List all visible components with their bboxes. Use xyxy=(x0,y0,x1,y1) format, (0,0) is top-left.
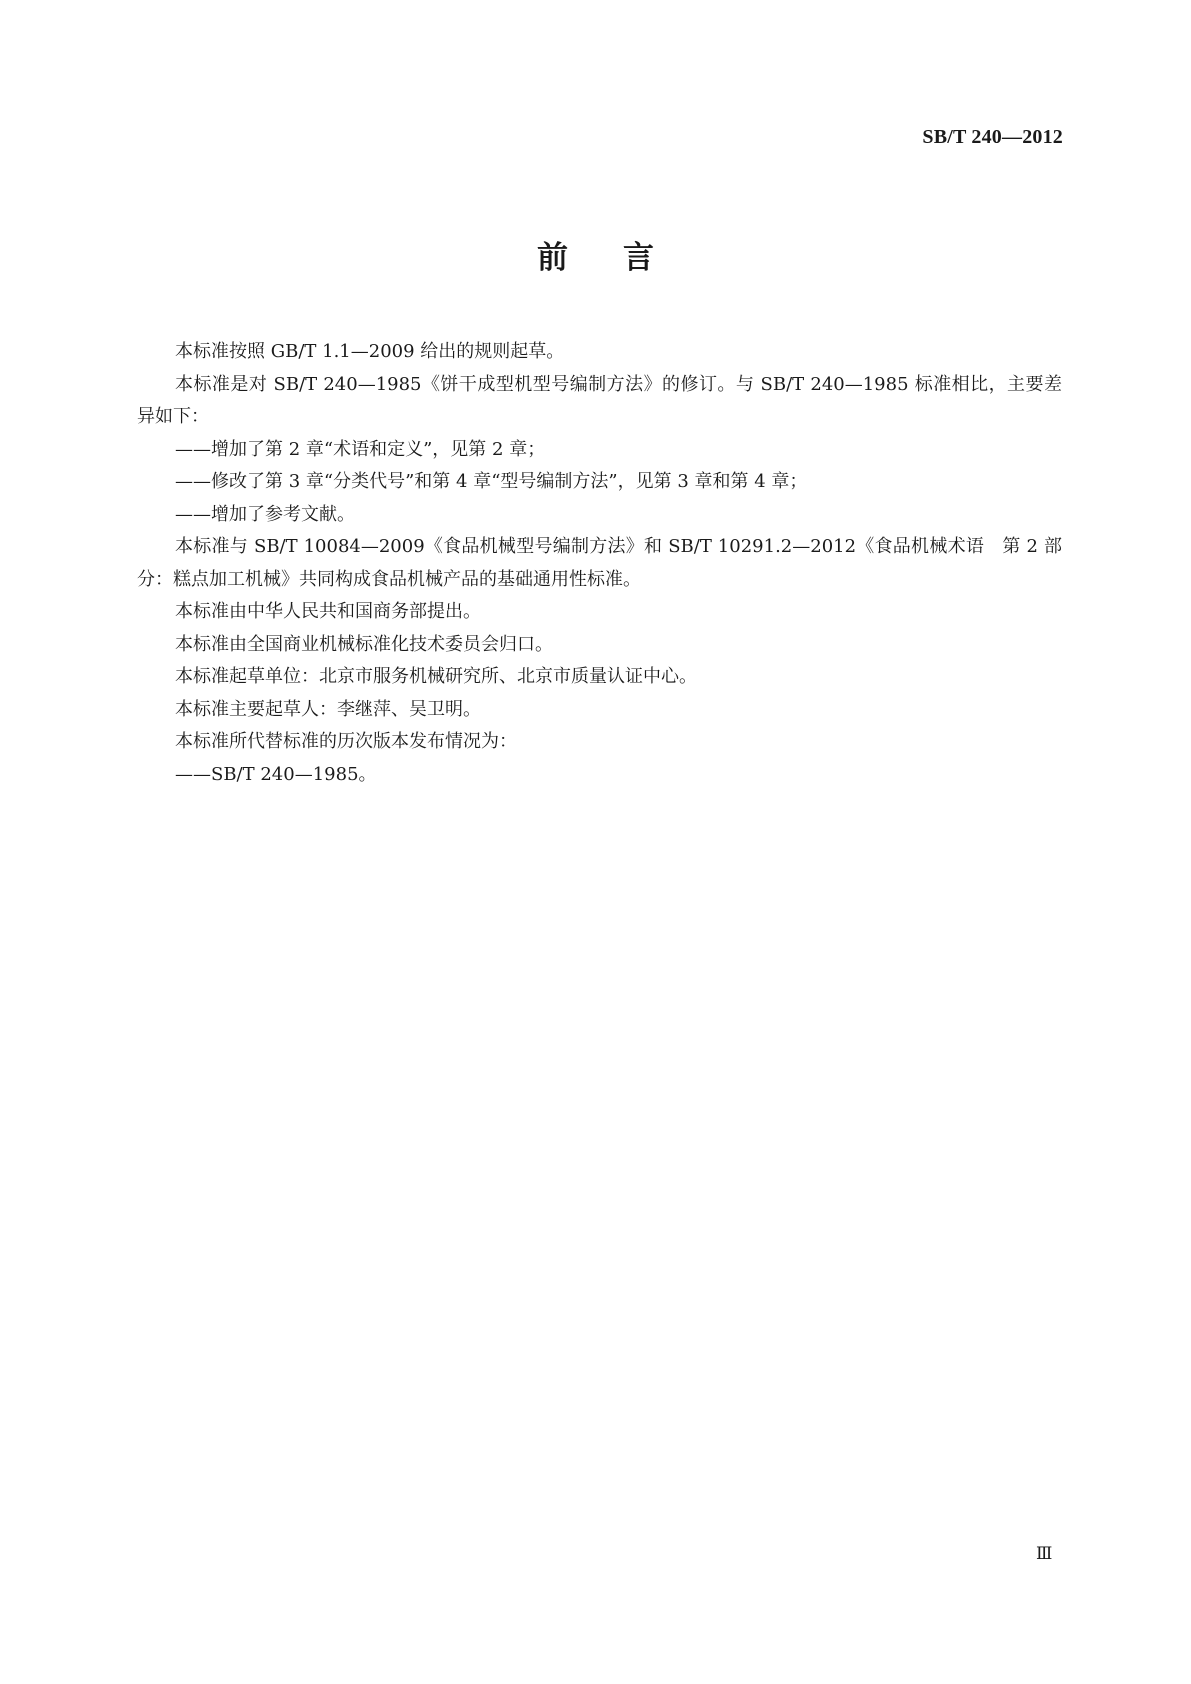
list-item-change-2: ——修改了第 3 章“分类代号”和第 4 章“型号编制方法”，见第 3 章和第 4 章； xyxy=(175,471,808,492)
list-item-previous-version: ——SB/T 240—1985。 xyxy=(175,763,377,785)
paragraph-drafting-units: 本标准起草单位：北京市服务机械研究所、北京市质量认证中心。 xyxy=(175,666,697,687)
list-item-change-1: ——增加了第 2 章“术语和定义”，见第 2 章； xyxy=(175,438,546,460)
document-body xyxy=(137,336,1062,791)
page-title: 前言 xyxy=(537,240,709,276)
page-number: Ⅲ xyxy=(1036,1544,1053,1563)
paragraph-proposer: 本标准由中华人民共和国商务部提出。 xyxy=(175,601,481,622)
paragraph-related-standards: 本标准与 SB/T 10084—2009《食品机械型号编制方法》和 SB/T 10291.2—2012《食品机械术语 第 2 部分：糕点加工机械》共同构成食品机械产品的基础通用性标准。 xyxy=(137,536,1062,590)
standard-code-header: SB/T 240—2012 xyxy=(922,126,1063,148)
paragraph-revision-note: 本标准是对 SB/T 240—1985《饼干成型机型号编制方法》的修订。与 SB/T 240—1985 标准相比，主要差异如下： xyxy=(137,373,1062,427)
paragraph-centralized-by: 本标准由全国商业机械标准化技术委员会归口。 xyxy=(175,633,553,655)
paragraph-drafting-rules: 本标准按照 GB/T 1.1—2009 给出的规则起草。 xyxy=(175,341,565,362)
paragraph-drafters: 本标准主要起草人：李继萍、吴卫明。 xyxy=(175,698,481,720)
paragraph-previous-versions: 本标准所代替标准的历次版本发布情况为： xyxy=(175,731,517,752)
list-item-change-3: ——增加了参考文献。 xyxy=(175,503,355,525)
